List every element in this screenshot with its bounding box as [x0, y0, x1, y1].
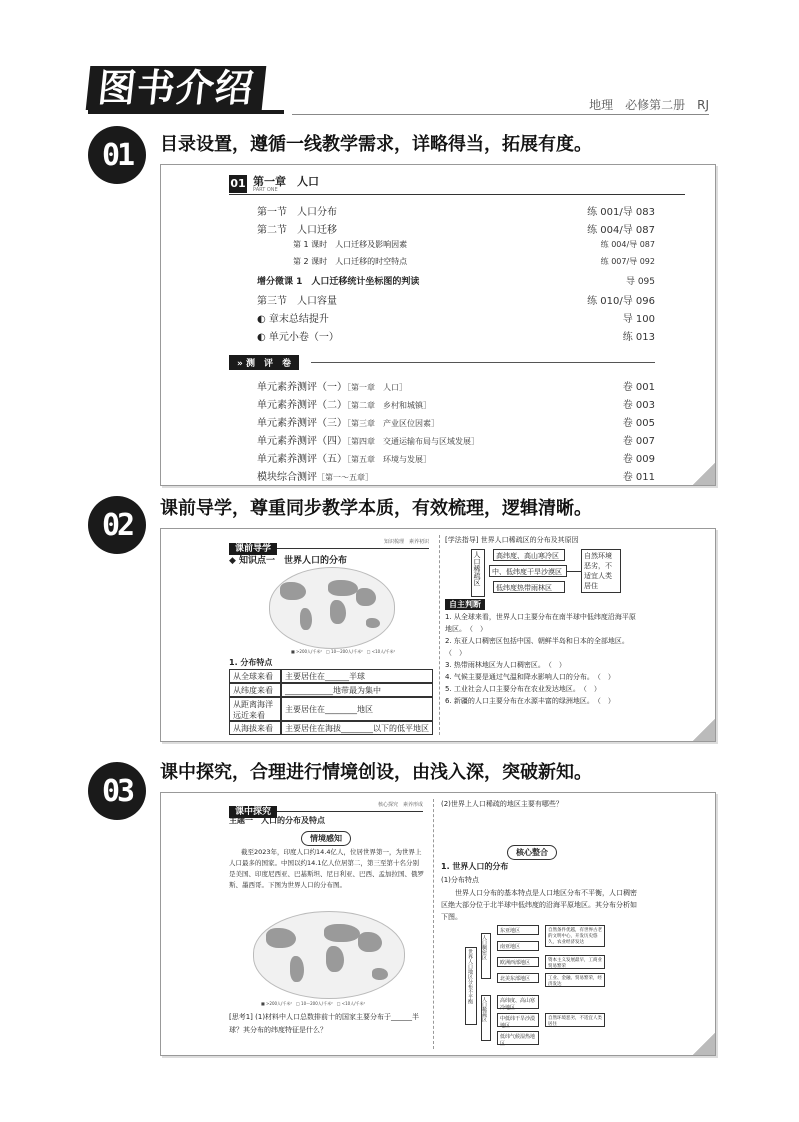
chapter-number: 01: [229, 175, 247, 193]
toc-item[interactable]: 第二节 人口迁移 练 004/导 087: [257, 225, 655, 236]
tree-sparse: 人口稀疏区: [481, 995, 491, 1041]
judge-item: 4. 气候主要是通过气温和降水影响人口的分布。 （ ）: [445, 673, 615, 681]
eval-item[interactable]: 单元素养测评（一）［第一章 人口］ 卷 001: [257, 382, 655, 393]
guide-result-box: 自然环境恶劣，不适宜人类居住: [581, 549, 621, 593]
dense-item: 欧洲西部地区: [497, 957, 539, 967]
chapter-title: 第一章 人口: [253, 175, 319, 188]
toc-item[interactable]: 第三节 人口容量 练 010/导 096: [257, 296, 655, 307]
preview-panel: [160, 528, 716, 742]
dense-note: 自然条件优越，有世界古老的文明中心，开发历史悠久，农业经济发达: [545, 925, 605, 947]
table-row: 从纬度来看 ____________地带最为集中: [229, 683, 433, 697]
toc-panel: [160, 164, 716, 486]
toc-item[interactable]: 增分微课 1 人口迁移统计坐标图的判读 导 095: [257, 277, 655, 287]
judge-list: [445, 611, 641, 707]
distribution-tree: [441, 925, 641, 1049]
guide-item: 低纬度热带雨林区: [493, 581, 565, 593]
topic-title: 主题一 人口的分布及特点: [229, 816, 325, 825]
guide-label: [学法指导] 世界人口稀疏区的分布及其原因: [445, 536, 579, 544]
logo-text: 图书介绍: [86, 66, 267, 110]
section-title-01: 目录设置，遵循一线教学需求，详略得当，拓展有度。: [160, 134, 592, 155]
knowledge-point: ◆ 知识点一 世界人口的分布: [229, 556, 348, 566]
dense-note: 工业、金融、贸易繁荣，经济发达: [545, 973, 605, 987]
eval-item[interactable]: 模块综合测评［第一～五章］ 卷 011: [257, 472, 655, 483]
core-label: 核心整合: [507, 845, 557, 860]
judge-item: 6. 新疆的人口主要分布在水源丰富的绿洲地区。 （ ）: [445, 697, 615, 705]
page-curl: [693, 719, 715, 741]
toc-item[interactable]: 第 1 课时 人口迁移及影响因素 练 004/导 087: [293, 240, 655, 249]
core-text: 世界人口分布的基本特点是人口地区分布不平衡，人口稠密区绝大部分位于北半球中低纬度的沿海平原地区。其分布分析如下图。: [441, 889, 637, 921]
section-title-02: 课前导学，尊重同步教学本质，有效梳理，逻辑清晰。: [160, 498, 592, 519]
world-map: [269, 567, 395, 649]
header-rule: [292, 114, 709, 115]
toc-item[interactable]: 第 2 课时 人口迁移的时空特点 练 007/导 092: [293, 257, 655, 266]
map-legend: ■ >200人/千米² □ 10～200人/千米² □ <10人/千米²: [261, 1001, 366, 1006]
think-question: [思考1] (1)材料中人口总数排前十的国家主要分布于______半球？其分布的纬度特征是什么？: [229, 1013, 420, 1034]
explore-panel: [160, 792, 716, 1056]
judge-item: 2. 东亚人口稠密区包括中国、朝鲜半岛和日本的全部地区。 （ ）: [445, 637, 633, 657]
eval-rule: [311, 362, 655, 363]
judge-title: 自主判断: [445, 599, 485, 610]
column-divider: [439, 535, 440, 735]
map-legend: ■ >200人/千米² □ 10～200人/千米² □ <10人/千米²: [291, 649, 396, 654]
situation-label: 情境感知: [301, 831, 351, 846]
table-row: 从全球来看 主要居住在______半球: [229, 669, 433, 683]
eval-item[interactable]: 单元素养测评（四）［第四章 交通运输布局与区域发展］ 卷 007: [257, 436, 655, 447]
dense-item: 北美东部地区: [497, 973, 539, 983]
judge-item: 3. 热带雨林地区为人口稠密区。 （ ）: [445, 661, 566, 669]
eval-label: » 测 评 卷: [229, 355, 299, 370]
eval-item[interactable]: 单元素养测评（三）［第三章 产业区位因素］ 卷 005: [257, 418, 655, 429]
sparse-item: 中低纬干旱沙漠地区: [497, 1013, 539, 1027]
book-subtitle: 地理 必修第二册 RJ: [589, 98, 709, 112]
table-title: 1. 分布特点: [229, 658, 273, 667]
logo-underline: [88, 110, 284, 114]
guide-root-box: 人口稀疏区: [471, 549, 485, 597]
sparse-item: 高纬度、高山寒冷地区: [497, 995, 539, 1009]
guide-arrow: [567, 571, 581, 572]
column-divider: [433, 799, 434, 1049]
section-badge-03: 03: [88, 762, 146, 820]
sparse-note: 自然环境恶劣，不适宜人类居住: [545, 1013, 605, 1027]
tree-dense: 人口稠密区: [481, 933, 491, 979]
eval-item[interactable]: 单元素养测评（五）［第五章 环境与发展］ 卷 009: [257, 454, 655, 465]
section-badge-02: 02: [88, 496, 146, 554]
toc-item[interactable]: ◐ 单元小卷（一） 练 013: [257, 332, 655, 343]
part-label: PART ONE: [253, 187, 278, 193]
dense-note: 资本主义发展最早，工商业贸易繁荣: [545, 955, 605, 969]
page-curl: [693, 1033, 715, 1055]
toc-item[interactable]: ◐ 章末总结提升 导 100: [257, 314, 655, 325]
distribution-table: [229, 669, 433, 735]
dense-item: 东亚地区: [497, 925, 539, 935]
question-2: (2)世界上人口稀疏的地区主要有哪些？: [441, 800, 563, 808]
situation-text: 截至2023年，印度人口约14.4亿人，位居世界第一，为世界上人口最多的国家。中国以约14.1亿人位居第二，第三至第十名分别是美国、印度尼西亚、巴基斯坦、尼日利亚、巴西、孟加拉国、俄罗斯、墨西哥。下图为世界人口的分布图。: [229, 848, 424, 889]
double-chevron-icon: »: [237, 359, 246, 369]
dense-item: 南亚地区: [497, 941, 539, 951]
brand-logo: [88, 66, 264, 110]
table-row: 从距离海洋远近来看 主要居住在________地区: [229, 697, 433, 721]
guide-item: 中、低纬度干旱沙漠区: [489, 565, 567, 577]
core-heading: 1. 世界人口的分布: [441, 862, 509, 871]
toc-item[interactable]: 第一节 人口分布 练 001/导 083: [257, 207, 655, 218]
table-row: 从海拔来看 主要居住在海拔________以下的低平地区: [229, 721, 433, 735]
section-title-03: 课中探究，合理进行情境创设，由浅入深，突破新知。: [160, 762, 592, 783]
judge-item: 5. 工业社会人口主要分布在农业发达地区。 （ ）: [445, 685, 601, 693]
explore-tag: 课中探究: [229, 806, 277, 818]
judge-item: 1. 从全球来看，世界人口主要分布在南半球中低纬度沿海平原地区。 （ ）: [445, 613, 636, 633]
tree-root: 世界人口地区分布不平衡: [465, 947, 477, 1025]
bullet-icon: ◐: [257, 332, 269, 343]
page-curl: [693, 463, 715, 485]
sparse-item: 低纬气候湿热地区: [497, 1031, 539, 1045]
bullet-icon: ◐: [257, 314, 269, 325]
preview-header: 课前导学 知识梳理 素养初识: [229, 536, 429, 549]
core-sub: (1)分布特点: [441, 876, 479, 884]
eval-item[interactable]: 单元素养测评（二）［第二章 乡村和城镇］ 卷 003: [257, 400, 655, 411]
preview-tag: 课前导学: [229, 543, 277, 555]
chapter-rule: [229, 194, 685, 195]
guide-item: 高纬度、高山寒冷区: [493, 549, 565, 561]
world-map: [253, 911, 405, 999]
explore-header: 课中探究 核心探究 素养形成: [229, 799, 423, 812]
section-badge-01: 01: [88, 126, 146, 184]
